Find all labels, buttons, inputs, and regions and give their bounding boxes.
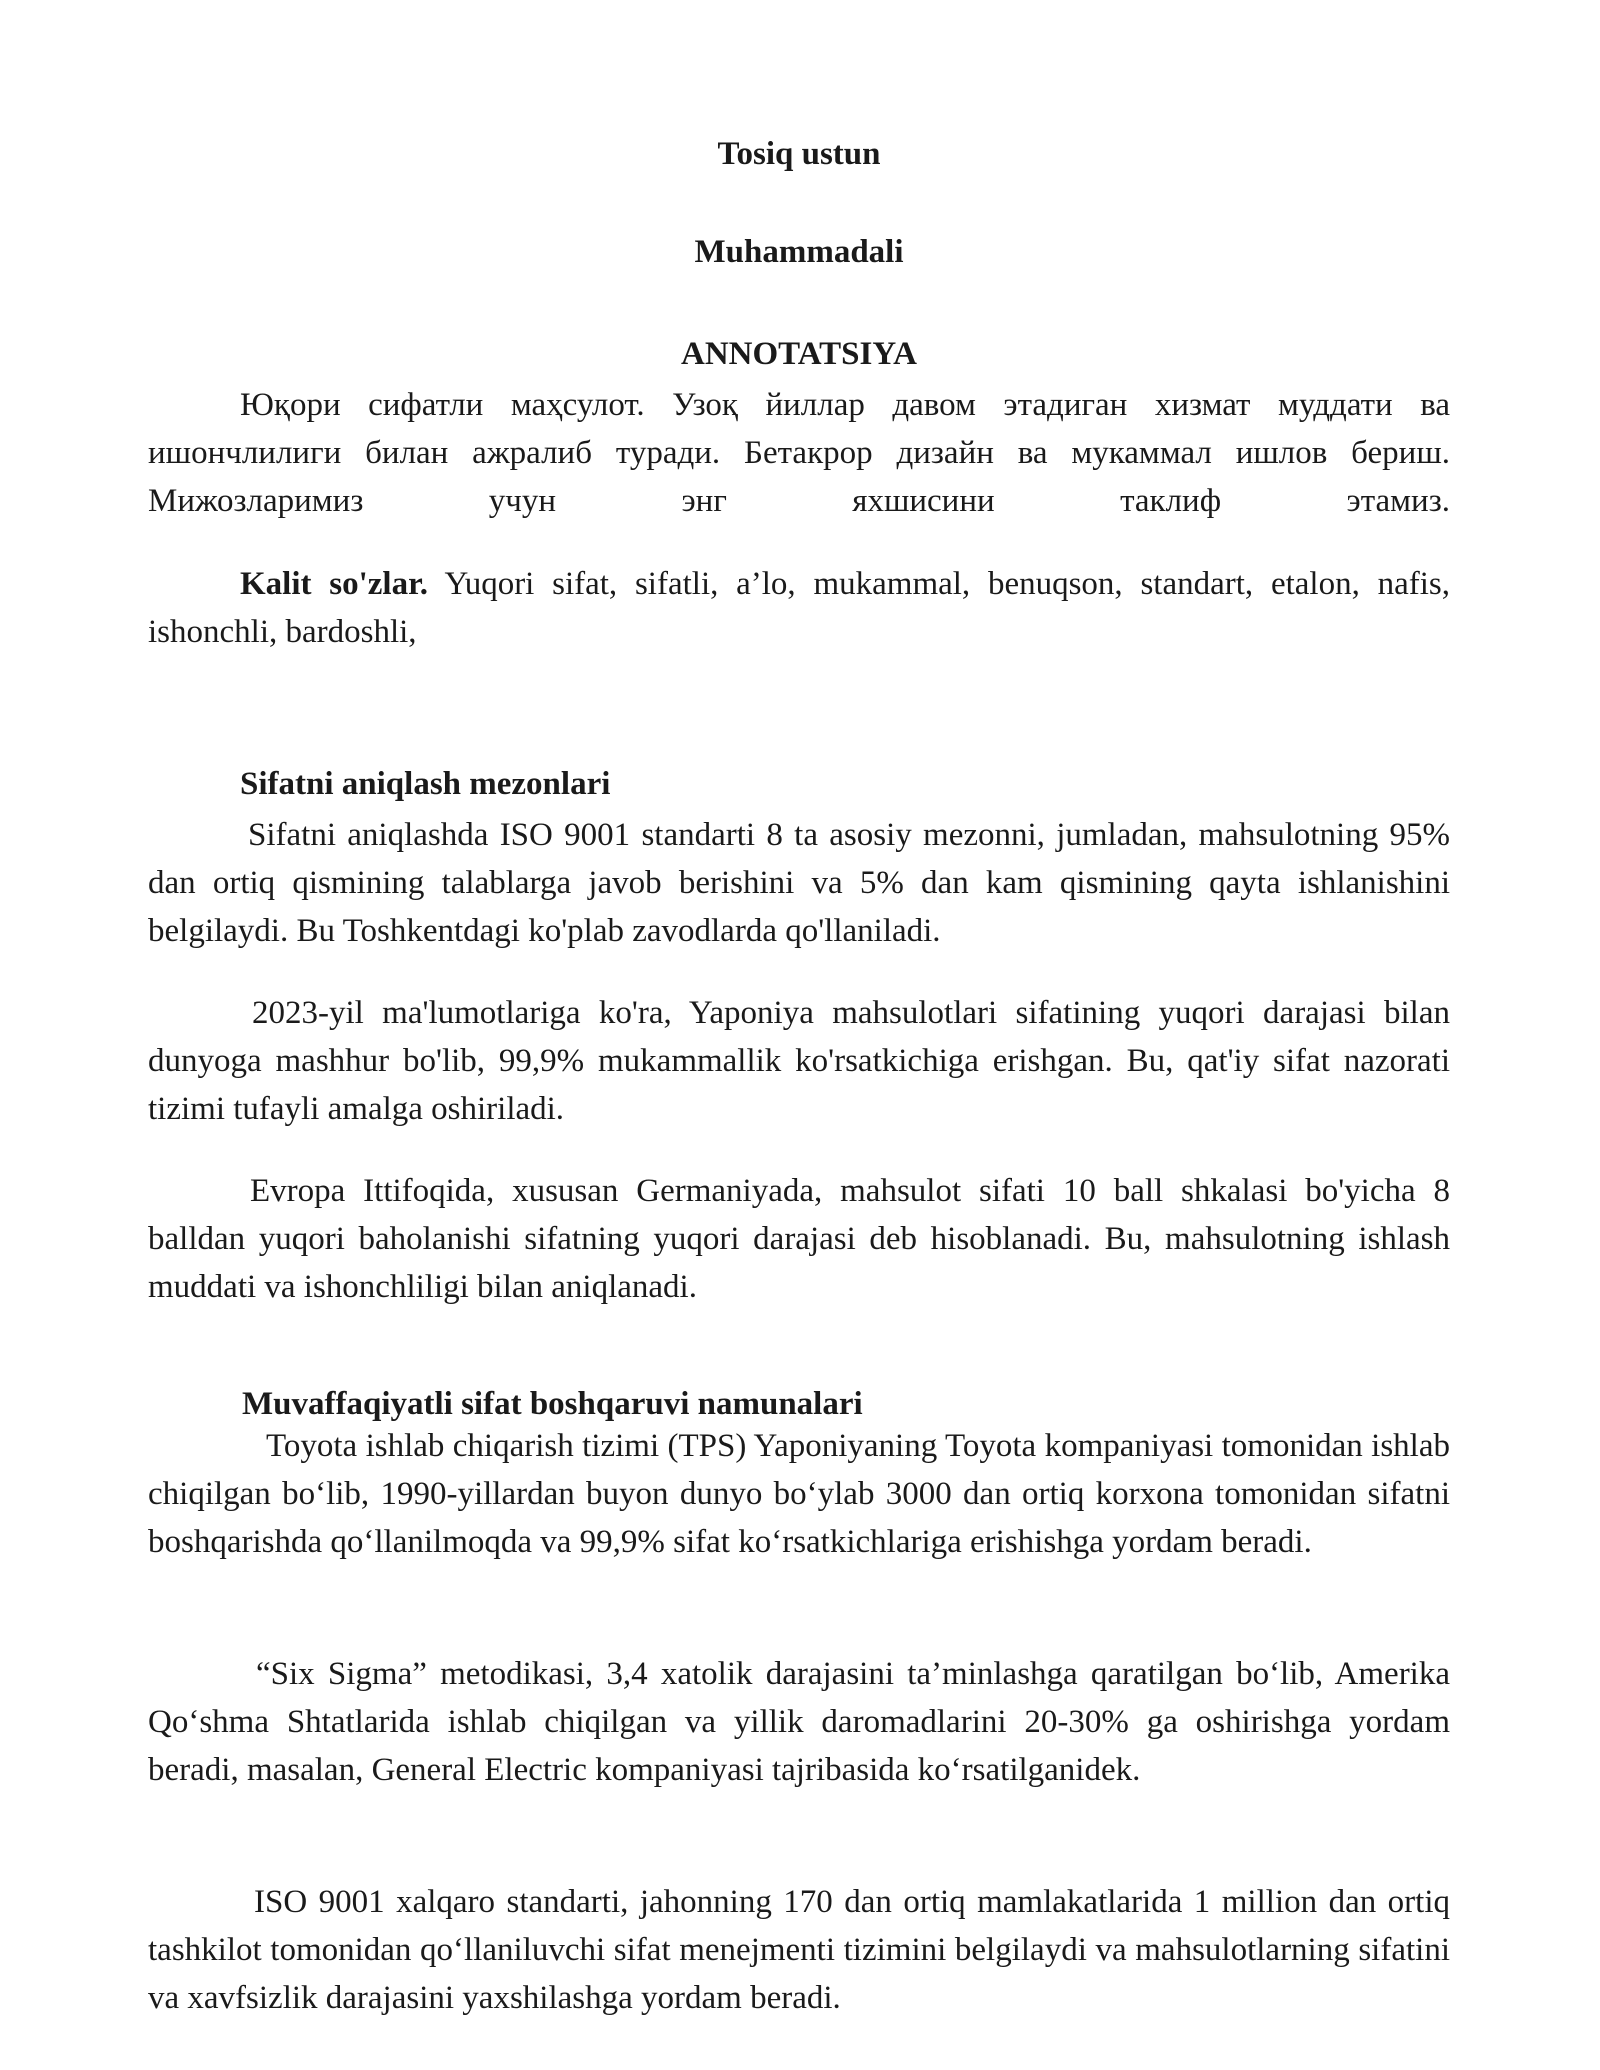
annotation-heading: ANNOTATSIYA: [681, 336, 917, 372]
keywords-label: Kalit so'zlar.: [240, 566, 428, 602]
keywords-paragraph: [148, 560, 1450, 656]
document-title: Tosiq ustun: [717, 136, 881, 172]
section-heading-criteria: Sifatni aniqlash mezonlari: [240, 766, 611, 802]
keywords-text: Yuqori sifat, sifatli, a’lo, mukammal, benuqson, standart, etalon, nafis, ishonchli, bardoshli,: [148, 566, 1450, 650]
criteria-paragraph-1: Sifatni aniqlashda ISO 9001 standarti 8 ta asosiy mezonni, jumladan, mahsulotning 95% dan ortiq qismining talablarga javob berishini va 5% dan kam qismining qayta ishlanishini belgilaydi. Bu Toshkentdagi ko'plab zavodlarda qo'llaniladi.: [148, 817, 1450, 949]
examples-paragraph-2: “Six Sigma” metodikasi, 3,4 xatolik darajasini ta’minlashga qaratilgan bo‘lib, Amerika Qo‘shma Shtatlarida ishlab chiqilgan va yillik daromadlarini 20-30% ga oshirishga yordam beradi, masalan, General Electric kompaniyasi tajribasida ko‘rsatilganidek.: [148, 1656, 1450, 1788]
document-author: Muhammadali: [694, 234, 904, 270]
examples-paragraph-1: Toyota ishlab chiqarish tizimi (TPS) Yaponiyaning Toyota kompaniyasi tomonidan ishlab chiqilgan bo‘lib, 1990-yillardan buyon dunyo bo‘ylab 3000 dan ortiq korxona tomonidan sifatni boshqarishda qo‘llanilmoqda va 99,9% sifat ko‘rsatkichlariga erishishga yordam beradi.: [148, 1428, 1450, 1560]
criteria-paragraph-3: Evropa Ittifoqida, xususan Germaniyada, mahsulot sifati 10 ball shkalasi bo'yicha 8 balldan yuqori baholanishi sifatning yuqori darajasi deb hisoblanadi. Bu, mahsulotning ishlash muddati va ishonchliligi bilan aniqlanadi.: [148, 1173, 1450, 1305]
criteria-paragraph-2: 2023-yil ma'lumotlariga ko'ra, Yaponiya mahsulotlari sifatining yuqori darajasi bilan dunyoga mashhur bo'lib, 99,9% mukammallik ko'rsatkichiga erishgan. Bu, qat'iy sifat nazorati tizimi tufayli amalga oshiriladi.: [148, 995, 1450, 1127]
examples-paragraph-3: ISO 9001 xalqaro standarti, jahonning 170 dan ortiq mamlakatlarida 1 million dan ortiq tashkilot tomonidan qo‘llaniluvchi sifat menejmenti tizimini belgilaydi va mahsulotlarning sifatini va xavfsizlik darajasini yaxshilashga yordam beradi.: [148, 1884, 1450, 2016]
annotation-text: Юқори сифатли маҳсулот. Узоқ йиллар давом этадиган хизмат муддати ва ишончлилиги билан ажралиб туради. Бетакрор дизайн ва мукаммал ишлов бериш. Мижозларимиз учун энг яхшисини таклиф этамиз.: [148, 387, 1450, 519]
section-heading-examples: Muvaffaqiyatli sifat boshqaruvi namunalari: [242, 1386, 863, 1422]
